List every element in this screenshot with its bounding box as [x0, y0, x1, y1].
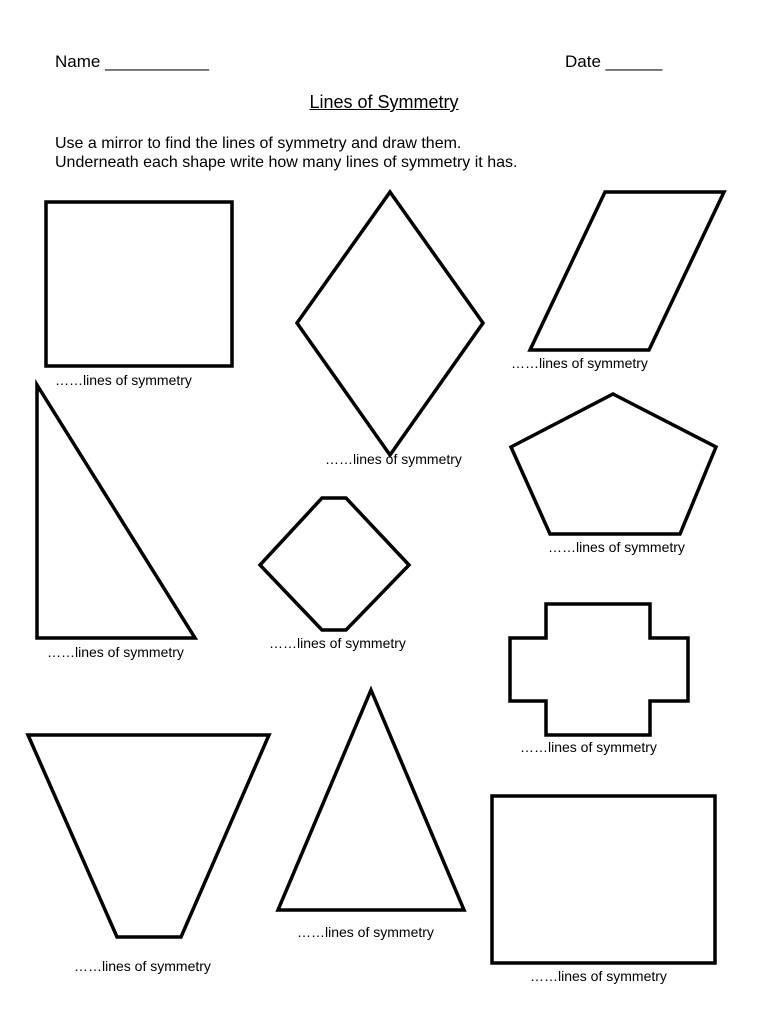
- octagon-shape: [260, 498, 409, 630]
- caption-octagon: ……lines of symmetry: [269, 635, 406, 651]
- caption-parallelogram: ……lines of symmetry: [511, 355, 648, 371]
- instruction-line-2: Underneath each shape write how many lines of symmetry it has.: [55, 154, 518, 171]
- caption-isosceles-triangle: ……lines of symmetry: [297, 924, 434, 940]
- cross-shape: [510, 604, 688, 735]
- caption-trapezoid: ……lines of symmetry: [74, 958, 211, 974]
- instruction-line-1: Use a mirror to find the lines of symmetry and draw them.: [55, 135, 462, 152]
- rhombus-shape: [297, 192, 483, 455]
- rectangle-shape: [492, 796, 715, 963]
- trapezoid-shape: [28, 735, 269, 937]
- caption-rhombus: ……lines of symmetry: [325, 451, 462, 467]
- name-field-label: Name ___________: [55, 52, 210, 71]
- caption-rectangle: ……lines of symmetry: [530, 968, 667, 984]
- parallelogram-shape: [530, 192, 724, 350]
- square-shape: [46, 202, 232, 366]
- date-field-label: Date ______: [565, 52, 663, 71]
- caption-pentagon: ……lines of symmetry: [548, 539, 685, 555]
- isosceles-triangle-shape: [278, 690, 464, 910]
- page-title: Lines of Symmetry: [309, 92, 459, 112]
- caption-cross: ……lines of symmetry: [520, 739, 657, 755]
- pentagon-shape: [511, 394, 716, 534]
- caption-right-triangle: ……lines of symmetry: [47, 644, 184, 660]
- caption-square: ……lines of symmetry: [55, 372, 192, 388]
- right-triangle-shape: [37, 385, 195, 638]
